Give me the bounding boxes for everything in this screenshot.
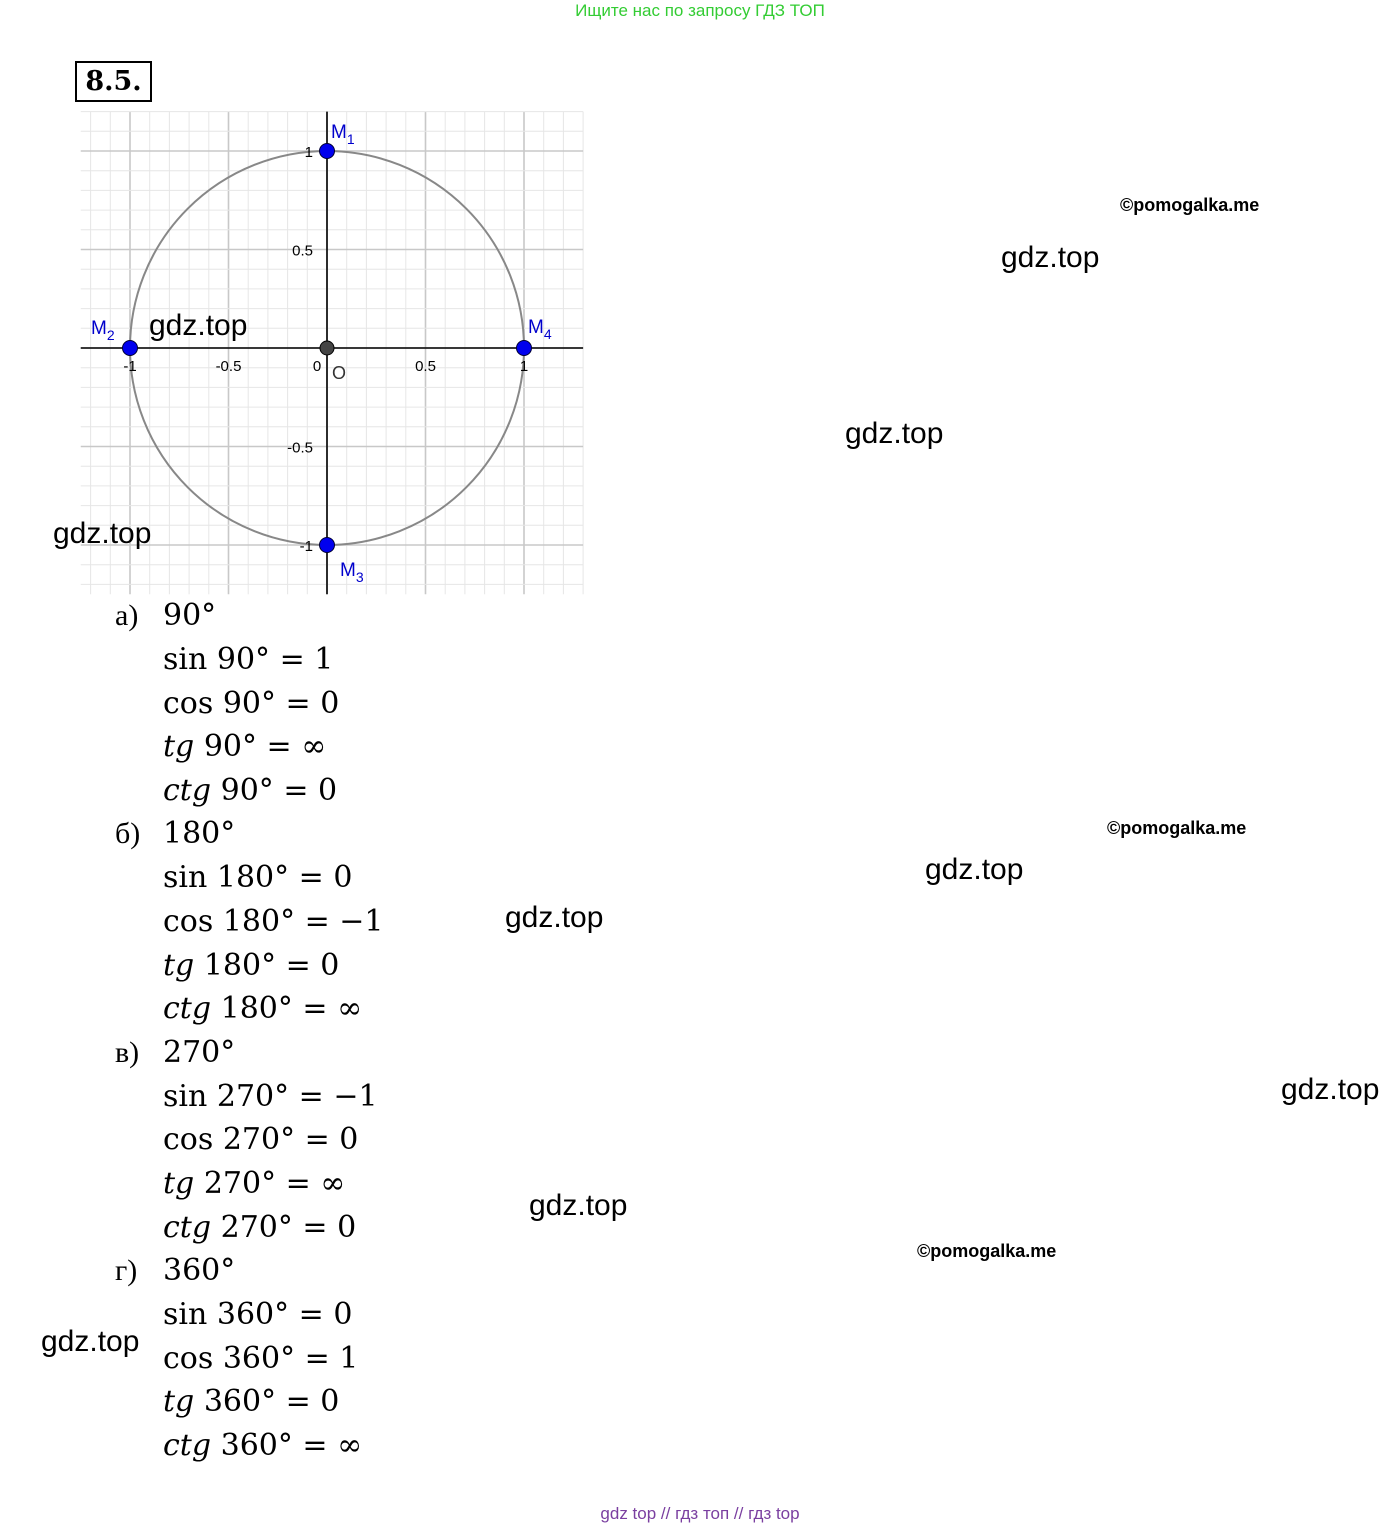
part-angle: 180° xyxy=(163,816,236,852)
function-argument: 360° xyxy=(222,1340,296,1376)
equation-ctg: ctg 270° = 0 xyxy=(163,1209,357,1245)
function-argument: 180° xyxy=(203,947,277,983)
x-tick-label: 1 xyxy=(519,358,529,375)
equation-tg: tg 270° = ∞ xyxy=(163,1165,346,1201)
function-value: 0 xyxy=(333,1297,353,1333)
equation-tg: tg 90° = ∞ xyxy=(163,729,327,765)
part-letter: а) xyxy=(115,599,139,632)
function-value: 0 xyxy=(333,860,353,896)
point-M4 xyxy=(517,341,532,356)
function-argument: 270° xyxy=(203,1165,277,1201)
function-name: tg xyxy=(163,1384,195,1420)
y-tick-label: 1 xyxy=(304,144,313,161)
function-name: ctg xyxy=(163,1209,212,1245)
equation-cos: cos 270° = 0 xyxy=(163,1122,359,1158)
part-header xyxy=(115,1031,384,1075)
gdz-watermark: gdz.top xyxy=(505,901,604,934)
equation-ctg: ctg 360° = ∞ xyxy=(163,1427,363,1463)
function-value: 0 xyxy=(320,947,340,983)
function-name: cos xyxy=(163,685,214,721)
gdz-watermark: gdz.top xyxy=(41,1325,140,1358)
origin-label: O xyxy=(332,363,347,383)
function-name: ctg xyxy=(163,1427,212,1463)
part-angle: 360° xyxy=(163,1253,236,1289)
function-argument: 180° xyxy=(220,991,293,1027)
x-tick-label: 0.5 xyxy=(415,358,436,375)
function-value: 0 xyxy=(318,772,338,808)
gdz-watermark: gdz.top xyxy=(845,417,944,450)
part-letter: в) xyxy=(115,1035,140,1069)
x-tick-label: -1 xyxy=(123,358,137,375)
point-label-subscript: 1 xyxy=(346,131,355,147)
copyright-watermark: ©pomogalka.me xyxy=(917,1241,1057,1261)
point-M2 xyxy=(123,341,138,356)
part-letter: б) xyxy=(115,817,141,851)
function-value: 0 xyxy=(339,1122,359,1158)
function-argument: 360° xyxy=(220,1427,293,1463)
part-g xyxy=(115,1249,384,1467)
function-value: ∞ xyxy=(320,1165,346,1201)
function-value: 1 xyxy=(314,642,334,677)
function-name: sin xyxy=(163,860,208,896)
function-name: cos xyxy=(163,1340,214,1376)
function-value: ∞ xyxy=(301,729,327,765)
function-argument: 270° xyxy=(220,1209,293,1245)
equation-sin: sin 180° = 0 xyxy=(163,860,353,896)
equation-sin: sin 90° = 1 xyxy=(163,642,334,677)
point-label: $M_2$ xyxy=(91,318,115,343)
function-value: 0 xyxy=(337,1209,357,1245)
solution-list xyxy=(115,594,384,1468)
function-value: 1 xyxy=(339,1340,359,1376)
equation-sin: sin 270° = −1 xyxy=(163,1078,378,1114)
point-label: $M_3$ xyxy=(340,560,364,585)
equation-cos: cos 90° = 0 xyxy=(163,685,340,721)
equation-ctg: ctg 180° = ∞ xyxy=(163,991,363,1027)
function-argument: 360° xyxy=(203,1384,277,1420)
equation-cos: cos 360° = 1 xyxy=(163,1340,359,1376)
function-argument: 270° xyxy=(222,1122,296,1158)
equation-sin: sin 360° = 0 xyxy=(163,1297,353,1333)
footer-links[interactable]: gdz top // гдз топ // гдз top xyxy=(600,1504,800,1523)
y-tick-label: 0.5 xyxy=(292,242,313,260)
gdz-watermark: gdz.top xyxy=(1281,1073,1380,1106)
gdz-watermark: gdz.top xyxy=(53,517,152,550)
part-b xyxy=(115,812,384,1030)
function-value: −1 xyxy=(339,903,384,939)
x-tick-label: 0 xyxy=(312,358,322,375)
part-header xyxy=(115,594,384,638)
origin-point xyxy=(320,341,334,355)
x-tick-label: -0.5 xyxy=(215,358,242,375)
part-angle: 270° xyxy=(163,1034,236,1070)
part-v xyxy=(115,1031,384,1249)
part-header xyxy=(115,812,384,856)
point-label-subscript: 2 xyxy=(106,327,115,343)
function-name: tg xyxy=(163,729,195,765)
function-name: sin xyxy=(163,1297,208,1333)
part-letter: г) xyxy=(115,1254,138,1288)
part-angle: 90° xyxy=(163,598,217,633)
part-a xyxy=(115,594,384,812)
part-header xyxy=(115,1249,384,1293)
problem-number: 8.5. xyxy=(75,61,152,102)
gdz-watermark: gdz.top xyxy=(149,309,248,342)
function-value: ∞ xyxy=(337,991,363,1027)
point-M1 xyxy=(320,144,335,159)
equation-tg: tg 180° = 0 xyxy=(163,947,340,983)
function-argument: 90° xyxy=(222,685,276,721)
y-tick-label: -1 xyxy=(299,538,313,555)
copyright-watermark: ©pomogalka.me xyxy=(1120,195,1260,215)
function-value: −1 xyxy=(333,1078,378,1114)
function-argument: 360° xyxy=(216,1297,290,1333)
top-banner[interactable]: Ищите нас по запросу ГДЗ ТОП xyxy=(575,1,825,20)
equation-cos: cos 180° = −1 xyxy=(163,903,384,939)
function-name: ctg xyxy=(163,991,212,1027)
function-argument: 180° xyxy=(216,860,290,896)
function-name: cos xyxy=(163,1122,214,1158)
function-name: tg xyxy=(163,947,195,983)
point-label-subscript: 3 xyxy=(355,569,364,585)
point-label: $M_1$ xyxy=(331,122,355,147)
gdz-watermark: gdz.top xyxy=(925,853,1024,886)
function-value: ∞ xyxy=(337,1427,363,1463)
function-argument: 270° xyxy=(216,1078,290,1114)
point-label-subscript: 4 xyxy=(543,326,552,342)
function-name: sin xyxy=(163,1078,208,1114)
gdz-watermark: gdz.top xyxy=(1001,241,1100,274)
equation-tg: tg 360° = 0 xyxy=(163,1384,340,1420)
function-name: tg xyxy=(163,1165,195,1201)
gdz-watermark: gdz.top xyxy=(529,1189,628,1222)
equation-ctg: ctg 90° = 0 xyxy=(163,772,338,808)
function-argument: 180° xyxy=(222,903,296,939)
function-argument: 90° xyxy=(203,729,257,765)
function-name: sin xyxy=(163,642,208,677)
function-name: cos xyxy=(163,903,214,939)
function-argument: 90° xyxy=(216,642,271,677)
point-label: $M_4$ xyxy=(528,317,552,342)
point-M3 xyxy=(320,538,335,553)
function-value: 0 xyxy=(320,1384,340,1420)
function-name: ctg xyxy=(163,772,212,808)
function-value: 0 xyxy=(320,685,340,721)
copyright-watermark: ©pomogalka.me xyxy=(1107,818,1247,838)
function-argument: 90° xyxy=(220,772,274,808)
y-tick-label: -0.5 xyxy=(287,439,313,457)
